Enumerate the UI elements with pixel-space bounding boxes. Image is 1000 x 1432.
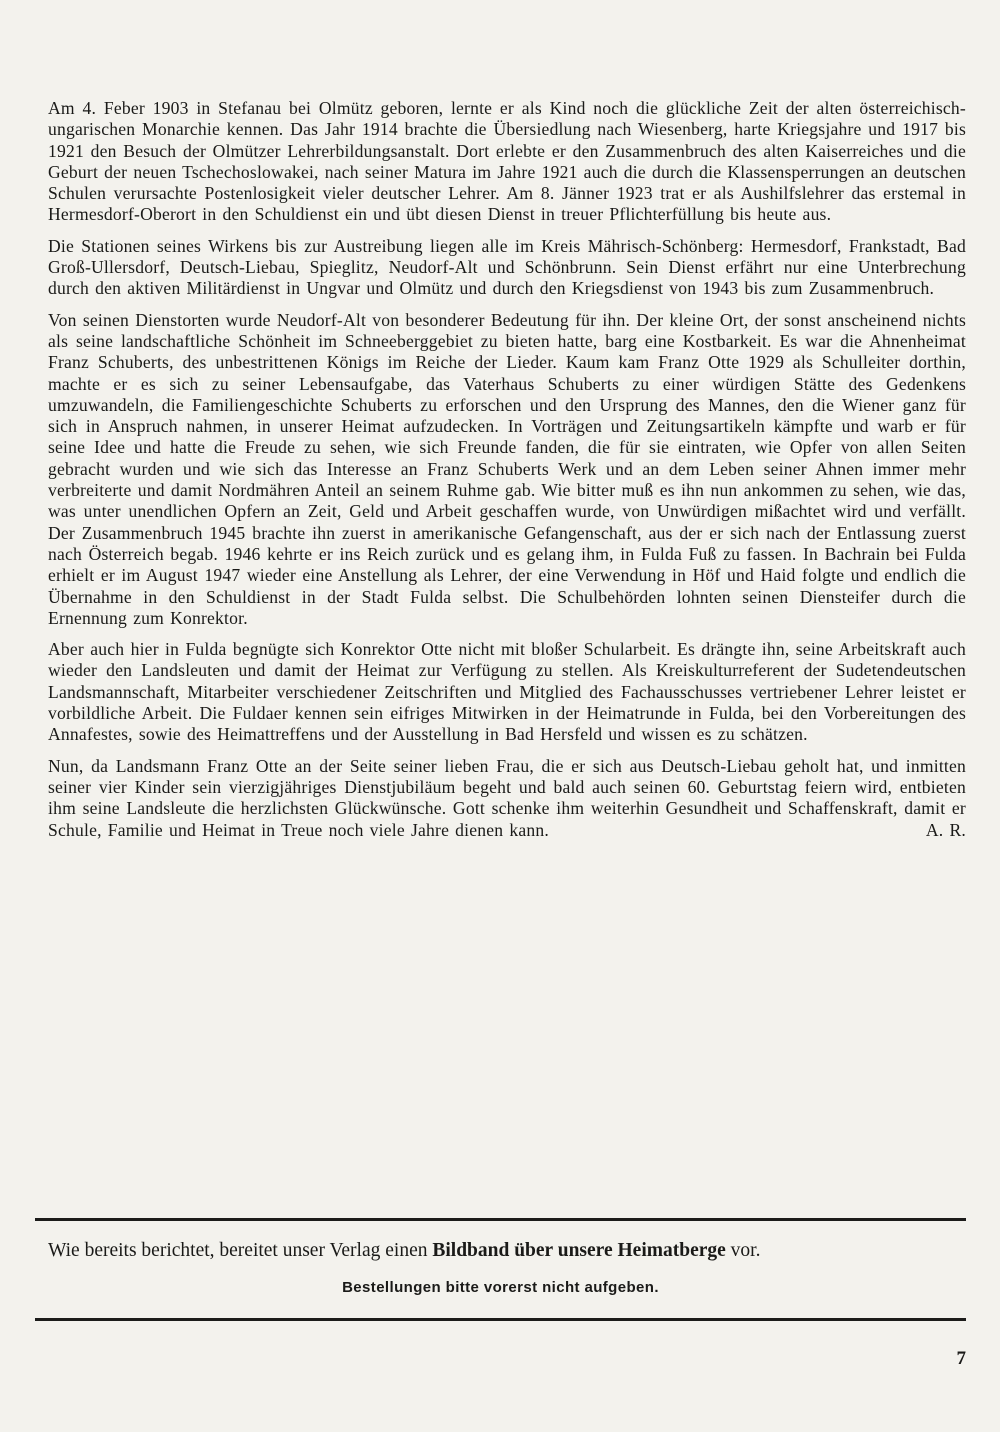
- divider-top: [35, 1218, 966, 1221]
- article-paragraph: Die Stationen seines Wirkens bis zur Austreibung liegen alle im Kreis Mährisch-Schönberg: Hermesdorf, Frankstadt, Bad Groß-Ullersdorf, Deutsch-Liebau, Spieglitz, Neudorf-Alt und Schönbrunn. Sein Dienst erfährt nur eine Unterbrechung durch den aktiven Militärdienst in Ungvar und Olmütz und durch den Kriegsdienst von 1943 bis zum Zusammenbruch.: [48, 235, 966, 299]
- article-paragraph: Von seinen Dienstorten wurde Neudorf-Alt von besonderer Bedeutung für ihn. Der kleine Ort, der sonst anscheinend nichts als seine landschaftliche Schönheit im Schneeberggebiet zu bieten hatte, barg eine Kostbarkeit. Es war die Ahnenheimat Franz Schuberts, des unbestrittenen Königs im Reiche der Lieder. Kaum kam Franz Otte 1929 als Schulleiter dorthin, machte er es sich zu seiner Lebensaufgabe, das Vaterhaus Schuberts zu einer würdigen Stätte des Gedenkens umzuwandeln, die Familiengeschichte Schuberts zu erforschen und den Ursprung des Mannes, den die Wiener ganz für sich in Anspruch nahmen, in unserer Heimat aufzudecken. In Vorträgen und Zeitungsartikeln kämpfte und warb er für seine Idee und hatte die Freude zu sehen, wie sich Freunde fanden, die für sie eintraten, wie Opfer von allen Seiten gebracht wurden und wie sich das Interesse an Franz Schuberts Werk und an dem Leben seiner Ahnen immer mehr verbreiterte und damit Nordmähren Anteil an seinem Ruhme gab. Wie bitter muß es ihn nun ankommen zu sehen, wie das, was unter unendlichen Opfern an Zeit, Geld und Arbeit geschaffen wurde, von Unwürdigen mißachtet wird und verfällt. Der Zusammenbruch 1945 brachte ihn zuerst in amerikanische Gefangenschaft, aus der er sich nach der Entlassung zuerst nach Österreich begab. 1946 kehrte er ins Reich zurück und es gelang ihm, in Fulda Fuß zu fassen. In Bachrain bei Fulda erhielt er im August 1947 wieder eine Anstellung als Lehrer, der eine Verwendung in Höf und Haid folgte und endlich die Übernahme in den Schuldienst in der Stadt Fulda selbst. Die Schulbehörden lohnten seinen Diensteifer durch die Ernennung zum Konrektor.: [48, 309, 966, 628]
- publisher-notice: [35, 1218, 966, 1321]
- notice-title-bold: Bildband über unsere Heimatberge: [432, 1240, 726, 1261]
- article-paragraph: [48, 756, 966, 841]
- article-body: [48, 98, 966, 841]
- notice-text-suffix: vor.: [725, 1240, 761, 1261]
- divider-bottom: [35, 1318, 966, 1321]
- paragraph-text: Nun, da Landsmann Franz Otte an der Seite seiner lieben Frau, die er sich aus Deutsch-Liebau geholt hat, und inmitten seiner vier Kinder sein vierzigjähriges Dienstjubiläum begeht und bald auch seinen 60. Geburtstag feiern wird, entbieten ihm seine Landsleute die herzlichsten Glückwünsche. Gott schenke ihm weiterhin Gesundheit und Schaffenskraft, damit er Schule, Familie und Heimat in Treue noch viele Jahre dienen kann.: [48, 755, 966, 840]
- page-number: 7: [956, 1348, 966, 1369]
- article-paragraph: Aber auch hier in Fulda begnügte sich Konrektor Otte nicht mit bloßer Schularbeit. Es drängte ihn, seine Arbeitskraft auch wieder den Landsleuten und damit der Heimat zur Verfügung zu stellen. Als Kreiskulturreferent der Sudetendeutschen Landsmannschaft, Mitarbeiter verschiedener Zeitschriften und Mitglied des Fachausschusses vertriebener Lehrer leistet er vorbildliche Arbeit. Die Fuldaer kennen sein eifriges Mitwirken in der Heimatrunde in Fulda, bei den Vorbereitungen des Annafestes, sowie des Heimattreffens und der Ausstellung in Bad Hersfeld und wissen es zu schätzen.: [48, 639, 966, 745]
- notice-text-prefix: Wie bereits berichtet, bereitet unser Verlag einen: [48, 1240, 433, 1261]
- author-initials: A. R.: [925, 819, 966, 840]
- order-note: Bestellungen bitte vorerst nicht aufgeben.: [342, 1279, 659, 1296]
- article-paragraph: Am 4. Feber 1903 in Stefanau bei Olmütz geboren, lernte er als Kind noch die glückliche Zeit der alten österreichisch-ungarischen Monarchie kennen. Das Jahr 1914 brachte die Übersiedlung nach Wiesenberg, harte Kriegsjahre und 1917 bis 1921 den Besuch der Olmützer Lehrerbildungsanstalt. Dort erlebte er den Zusammenbruch des alten Kaiserreiches und die Geburt der neuen Tschechoslowakei, nach seiner Matura im Jahre 1921 auch die durch die Klassensperrungen an deutschen Schulen verursachte Postenlosigkeit vieler deutscher Lehrer. Am 8. Jänner 1923 trat er als Aushilfslehrer das erstemal in Hermesdorf-Oberort in den Schuldienst ein und übt diesen Dienst in treuer Pflichterfüllung bis heute aus.: [48, 98, 966, 225]
- notice-line: [48, 1239, 956, 1263]
